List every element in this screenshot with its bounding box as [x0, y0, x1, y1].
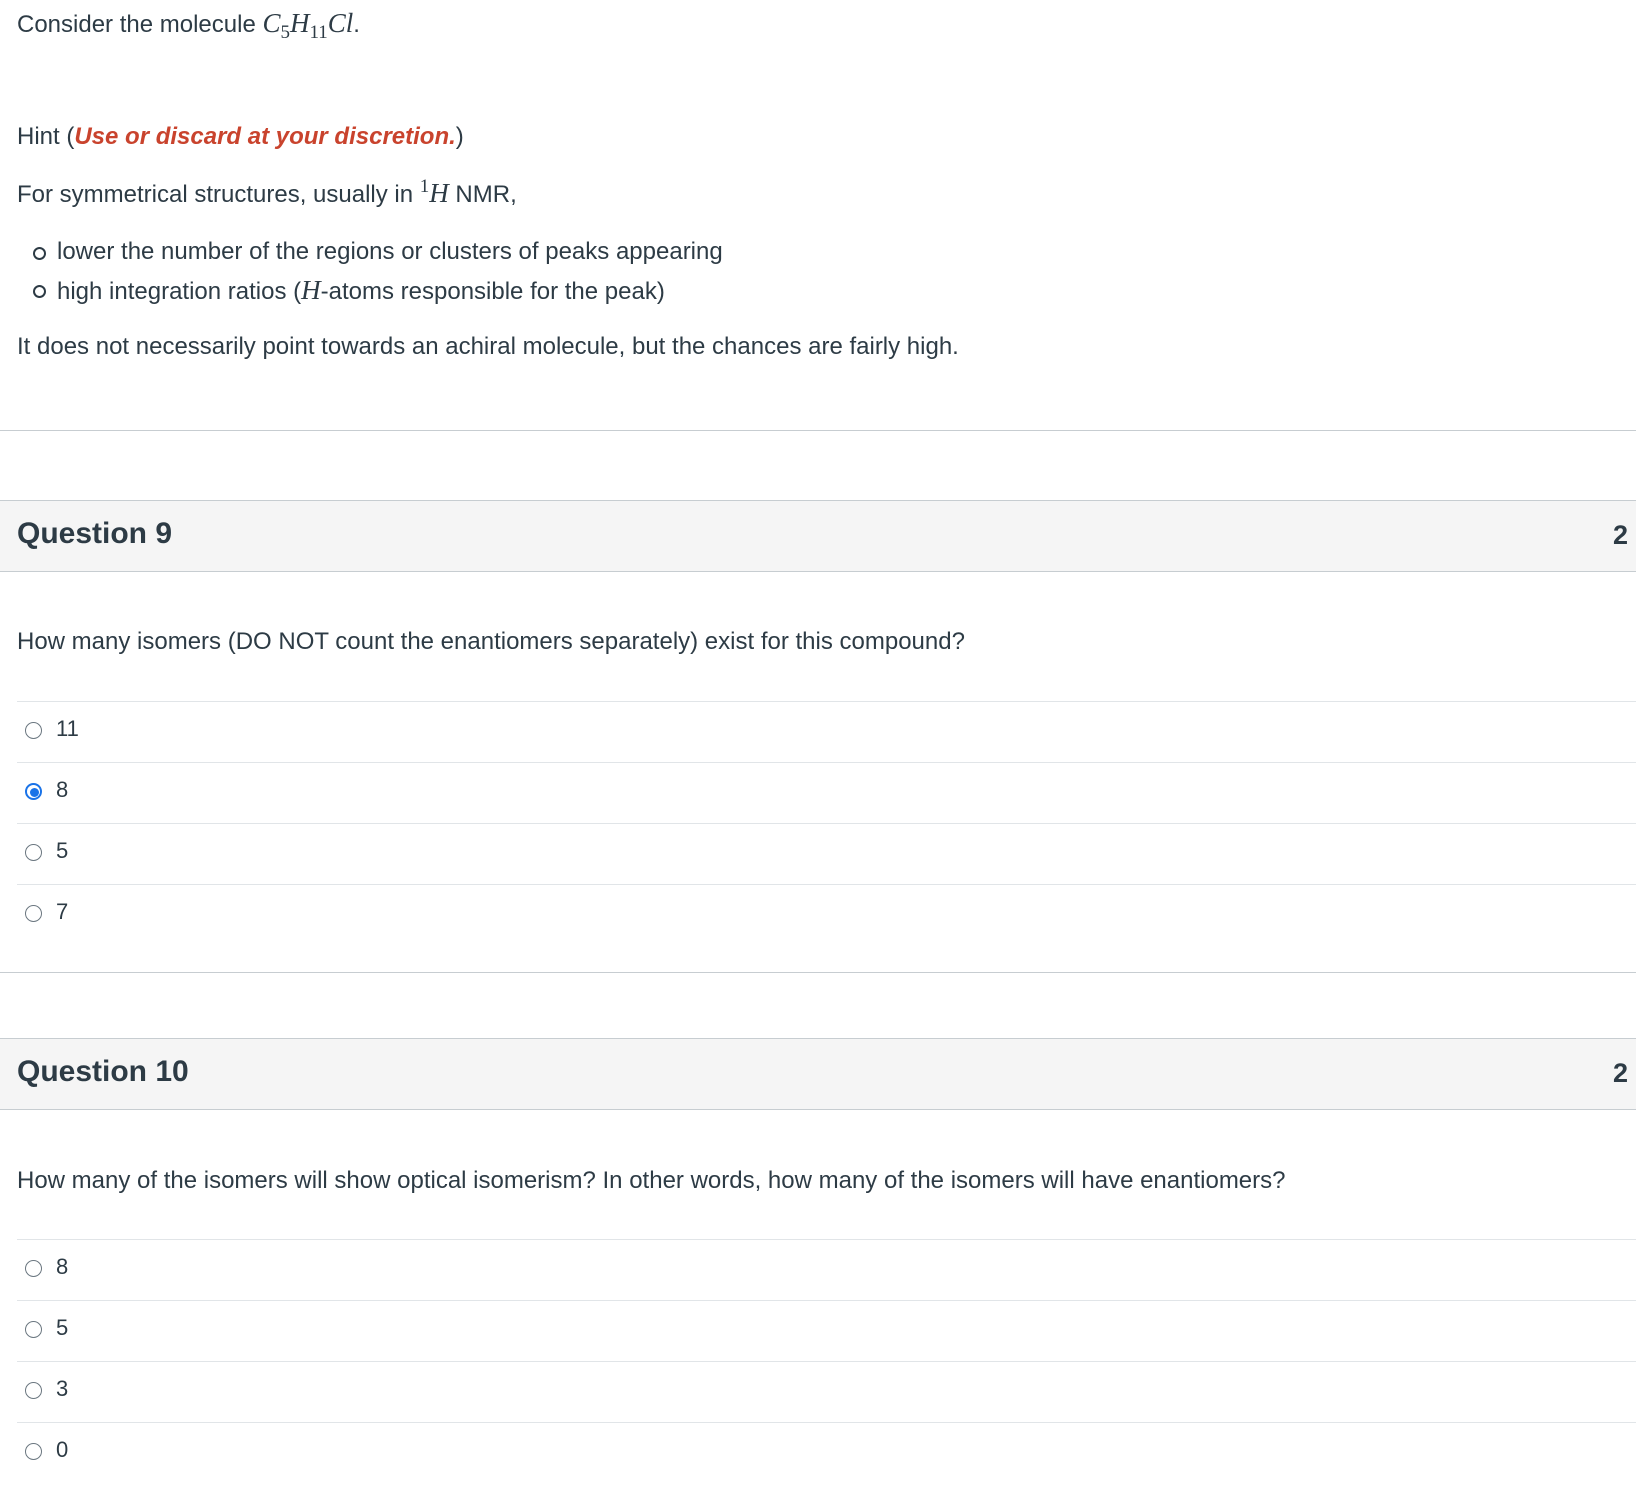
list-item [17, 271, 723, 309]
radio-button[interactable] [25, 722, 42, 739]
answer-label[interactable]: 7 [56, 899, 69, 924]
question-divider [0, 972, 1636, 973]
bullet-icon [33, 247, 46, 260]
answer-option[interactable] [17, 824, 1636, 885]
answer-option[interactable] [17, 1240, 1636, 1301]
bullet-text: high integration ratios ( [57, 278, 302, 305]
nmr-formula: $^1$H [419, 176, 449, 208]
radio-button[interactable] [25, 1443, 42, 1460]
question-points: 2 [1612, 1058, 1628, 1088]
hint-close-paren: ) [455, 123, 464, 150]
radio-button[interactable] [25, 1321, 42, 1338]
question-points: 2 [1612, 520, 1628, 550]
nmr-statement-text: For symmetrical structures, usually in [17, 181, 420, 208]
molecule-statement-text: Consider the molecule [17, 11, 263, 38]
answer-option[interactable] [17, 885, 1636, 945]
bullet-text: -atoms responsible for the peak) [320, 278, 665, 305]
hint-label: Hint ( [17, 123, 75, 150]
hint-bullet-list [17, 233, 723, 309]
radio-button[interactable] [25, 1260, 42, 1277]
answer-label[interactable]: 5 [56, 838, 69, 863]
answer-option[interactable] [17, 1423, 1636, 1483]
bullet-text: lower the number of the regions or clusters of peaks appearing [57, 238, 723, 265]
answer-label[interactable]: 8 [56, 777, 69, 802]
question-title: Question 10 [17, 1055, 189, 1088]
nmr-label: NMR, [448, 181, 517, 208]
radio-button-selected[interactable] [25, 783, 42, 800]
answer-list [17, 701, 1636, 945]
answer-label[interactable]: 0 [56, 1437, 69, 1462]
answer-label[interactable]: 8 [56, 1254, 69, 1279]
statement-period: . [353, 11, 360, 38]
question-text: How many isomers (DO NOT count the enantiomers separately) exist for this compound? [17, 628, 965, 655]
molecule-formula: $C_5H_{11}Cl$ [262, 8, 354, 43]
answer-option[interactable] [17, 763, 1636, 824]
question-10 [0, 1038, 1636, 1110]
answer-option[interactable] [17, 702, 1636, 763]
molecule-statement [17, 6, 360, 42]
question-header [0, 1038, 1636, 1110]
radio-button[interactable] [25, 1382, 42, 1399]
answer-label[interactable]: 11 [56, 716, 79, 741]
answer-label[interactable]: 5 [56, 1315, 69, 1340]
bullet-icon [33, 285, 46, 298]
answer-label[interactable]: 3 [56, 1376, 69, 1401]
answer-option[interactable] [17, 1362, 1636, 1423]
hint-section [0, 0, 1636, 431]
radio-button[interactable] [25, 905, 42, 922]
bullet-math: H [301, 275, 321, 305]
hint-heading [17, 120, 464, 154]
radio-button[interactable] [25, 844, 42, 861]
achiral-note: It does not necessarily point towards an achiral molecule, but the chances are fairly high. [17, 333, 959, 360]
question-title: Question 9 [17, 517, 173, 550]
question-9 [0, 500, 1636, 572]
question-text: How many of the isomers will show optical isomerism? In other words, how many of the isomers will have enantiomers? [17, 1167, 1286, 1194]
question-header [0, 500, 1636, 572]
nmr-statement [17, 176, 517, 212]
answer-option[interactable] [17, 1301, 1636, 1362]
hint-discretion-note: Use or discard at your discretion. [74, 123, 456, 150]
answer-list [17, 1239, 1636, 1483]
list-item [17, 233, 723, 271]
